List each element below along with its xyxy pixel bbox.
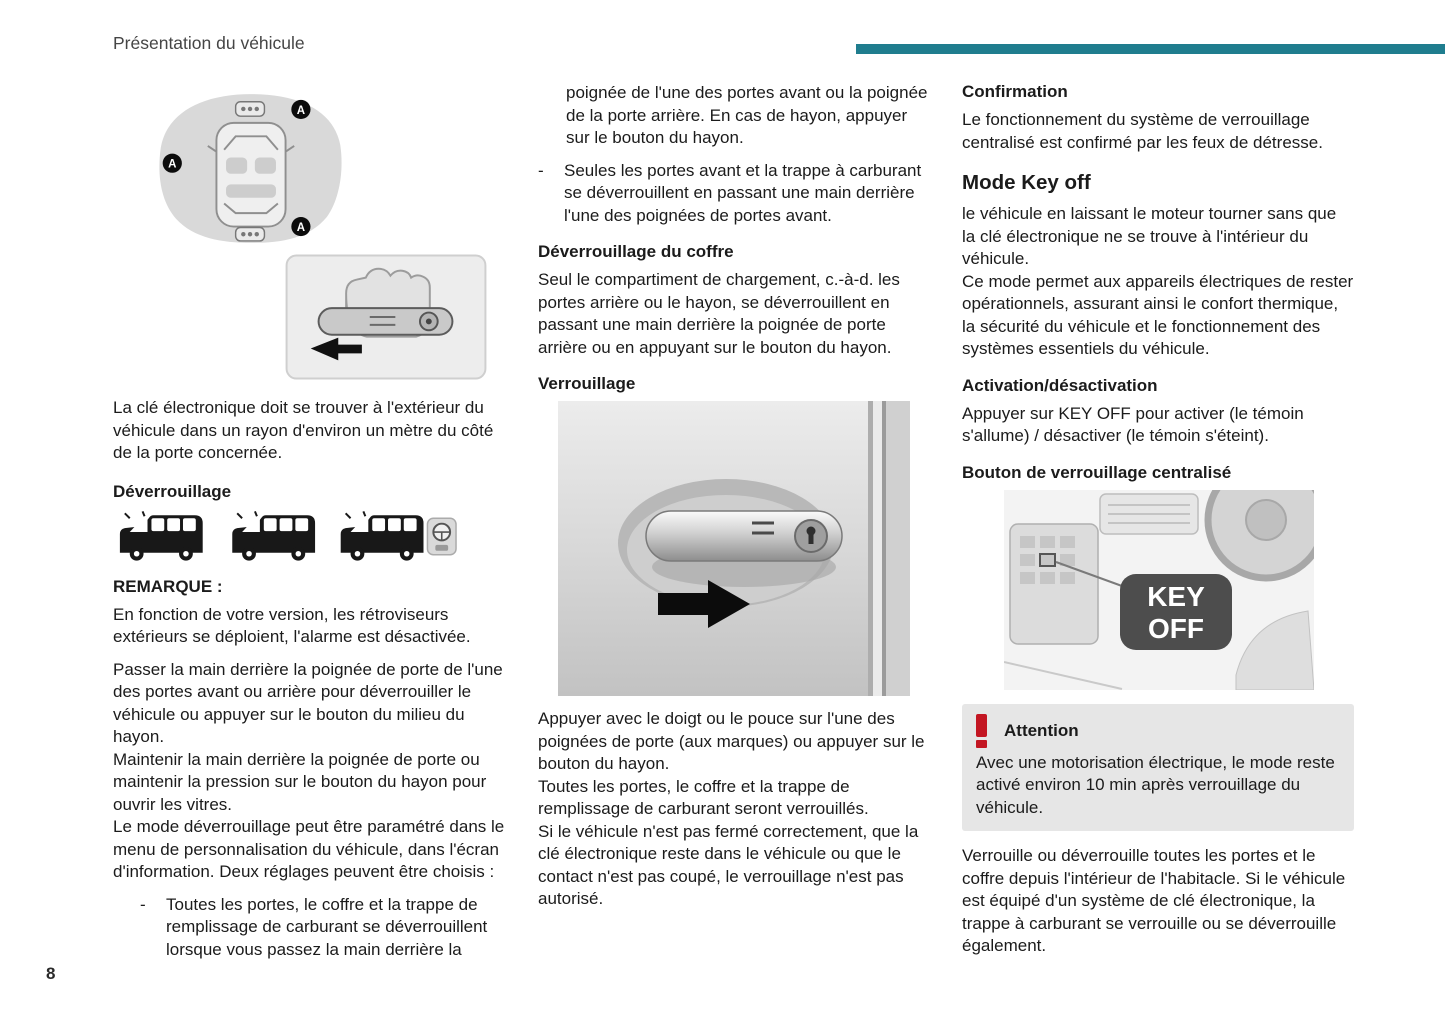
car-top-view [208, 123, 294, 227]
keyless-zone-illustration [155, 92, 509, 244]
confirmation-text: Le fonctionnement du système de verrouillage centralisé est confirmé par les feux de détresse. [962, 110, 1323, 152]
door-handle-svg [558, 401, 910, 696]
unlock-para-1: Passer la main derrière la poignée de porte de l'une des portes avant ou arrière pour déverrouiller le véhicule ou appuyer sur le bouton du milieu du hayon. [113, 659, 503, 746]
hand-on-handle-illustration [285, 254, 487, 380]
bullet-dash: - [538, 160, 544, 180]
dashboard-keyoff-illustration [1004, 490, 1354, 690]
svg-text:A: A [296, 104, 306, 117]
lock-heading: Verrouillage [538, 374, 636, 393]
accent-bar [856, 44, 1445, 54]
keyless-caption: La clé électronique doit se trouver à l'extérieur du véhicule dans un rayon d'environ un mètre du côté de la porte concernée. [113, 398, 494, 462]
hand-on-handle-svg [285, 254, 487, 380]
van-icon-2 [232, 511, 315, 560]
door-seam [868, 401, 910, 696]
unlock-option-1-continuation: poignée de l'une des portes avant ou la poignée de la porte arrière. En cas de hayon, appuyer sur le bouton du hayon. [566, 83, 928, 147]
unlock-option-2 [538, 160, 932, 228]
central-locking-heading: Bouton de verrouillage centralisé [962, 462, 1232, 482]
key-off-heading: Mode Key off [962, 171, 1091, 194]
bullet-text: Toutes les portes, le coffre et la trappe de remplissage de carburant se déverrouillent lorsque vous passez la main derrière la [166, 894, 488, 959]
key-fob-bottom-icon [236, 228, 265, 241]
svg-text:OFF: OFF [1148, 612, 1204, 644]
key-off-para-1: le véhicule en laissant le moteur tourner sans que la clé électronique ne se trouve à l'intérieur du véhicule. [962, 204, 1337, 268]
lock-para-2: Toutes les portes, le coffre et la trappe de remplissage de carburant seront verrouillés. [538, 776, 869, 818]
lock-para-3: Si le véhicule n'est pas fermé correctement, que la clé électronique reste dans le véhicule ou que le contact n'est pas coupé, le verrouillage n'est pas autorisé. [538, 821, 919, 908]
remark-text: En fonction de votre version, les rétroviseurs extérieurs se déploient, l'alarme est désactivée. [113, 604, 471, 646]
van-icon-1 [120, 511, 203, 560]
zone-badge-bottom [291, 217, 310, 236]
dashboard-keyoff-svg [1004, 490, 1314, 690]
key-fob-top-icon [236, 102, 265, 116]
zone-badge-top [291, 100, 310, 119]
van-icon-3 [341, 511, 424, 560]
confirmation-heading: Confirmation [962, 82, 1068, 101]
chrome-handle [646, 511, 842, 561]
warning-icon [976, 714, 987, 748]
door-handle-photo [558, 401, 932, 696]
key-off-para-2: Ce mode permet aux appareils électriques de rester opérationnels, assurant ainsi le confort thermique, la sécurité du véhicule et le fonctionnement des systèmes essentiels du véhicule. [962, 271, 1354, 358]
attention-box [962, 704, 1354, 832]
column-left [113, 88, 509, 961]
bullet-text: Seules les portes avant et la trappe à carburant se déverrouillent en passant une main derrière l'une des poignées de portes avant. [564, 160, 922, 225]
trunk-unlock-heading: Déverrouillage du coffre [538, 242, 734, 261]
key-off-badge [1120, 574, 1232, 650]
activation-heading: Activation/désactivation [962, 375, 1158, 395]
lock-para-1: Appuyer avec le doigt ou le pouce sur l'une des poignées de porte (aux marques) ou appuyer sur le bouton du hayon. [538, 709, 925, 773]
column-right [962, 82, 1354, 968]
svg-text:A: A [296, 221, 306, 234]
page-header: Présentation du véhicule [113, 33, 305, 53]
keyless-zone-svg [155, 92, 347, 244]
attention-title: Attention [1004, 720, 1079, 740]
remark-heading: REMARQUE : [113, 576, 223, 596]
door-handle-shape [319, 308, 453, 335]
activation-text: Appuyer sur KEY OFF pour activer (le témoin s'allume) / désactiver (le témoin s'éteint). [962, 403, 1304, 445]
svg-text:KEY: KEY [1147, 580, 1205, 612]
trunk-unlock-text: Seul le compartiment de chargement, c.-à-d. les portes arrière ou le hayon, se déverrouillent en passant une main derrière la poignée de porte arrière ou en appuyant sur le bouton du hayon. [538, 270, 900, 357]
unlock-para-3: Le mode déverrouillage peut être paramétré dans le menu de personnalisation du véhicule, dans l'écran d'information. Deux réglages peuvent être choisis : [113, 817, 505, 881]
vans-unlock-svg [113, 510, 458, 562]
unlock-option-1 [113, 894, 509, 962]
zone-badge-left [163, 154, 182, 173]
central-locking-text: Verrouille ou déverrouille toutes les portes et le coffre depuis l'intérieur de l'habitacle. Si le véhicule est équipé d'un système de clé électronique, la trappe à carburant se verrouille ou se déverrouille également. [962, 846, 1346, 955]
bullet-dash: - [140, 894, 146, 914]
column-middle [538, 82, 932, 921]
attention-text: Avec une motorisation électrique, le mode reste activé environ 10 min après verrouillage du véhicule. [976, 752, 1335, 817]
personalisation-menu-icon [427, 518, 456, 554]
page-number: 8 [46, 964, 56, 983]
vans-unlock-illustration [113, 510, 509, 562]
svg-text:A: A [168, 158, 177, 171]
unlock-heading: Déverrouillage [113, 481, 232, 501]
unlock-para-2: Maintenir la main derrière la poignée de porte ou maintenir la pression sur le bouton du hayon pour ouvrir les vitres. [113, 749, 487, 814]
